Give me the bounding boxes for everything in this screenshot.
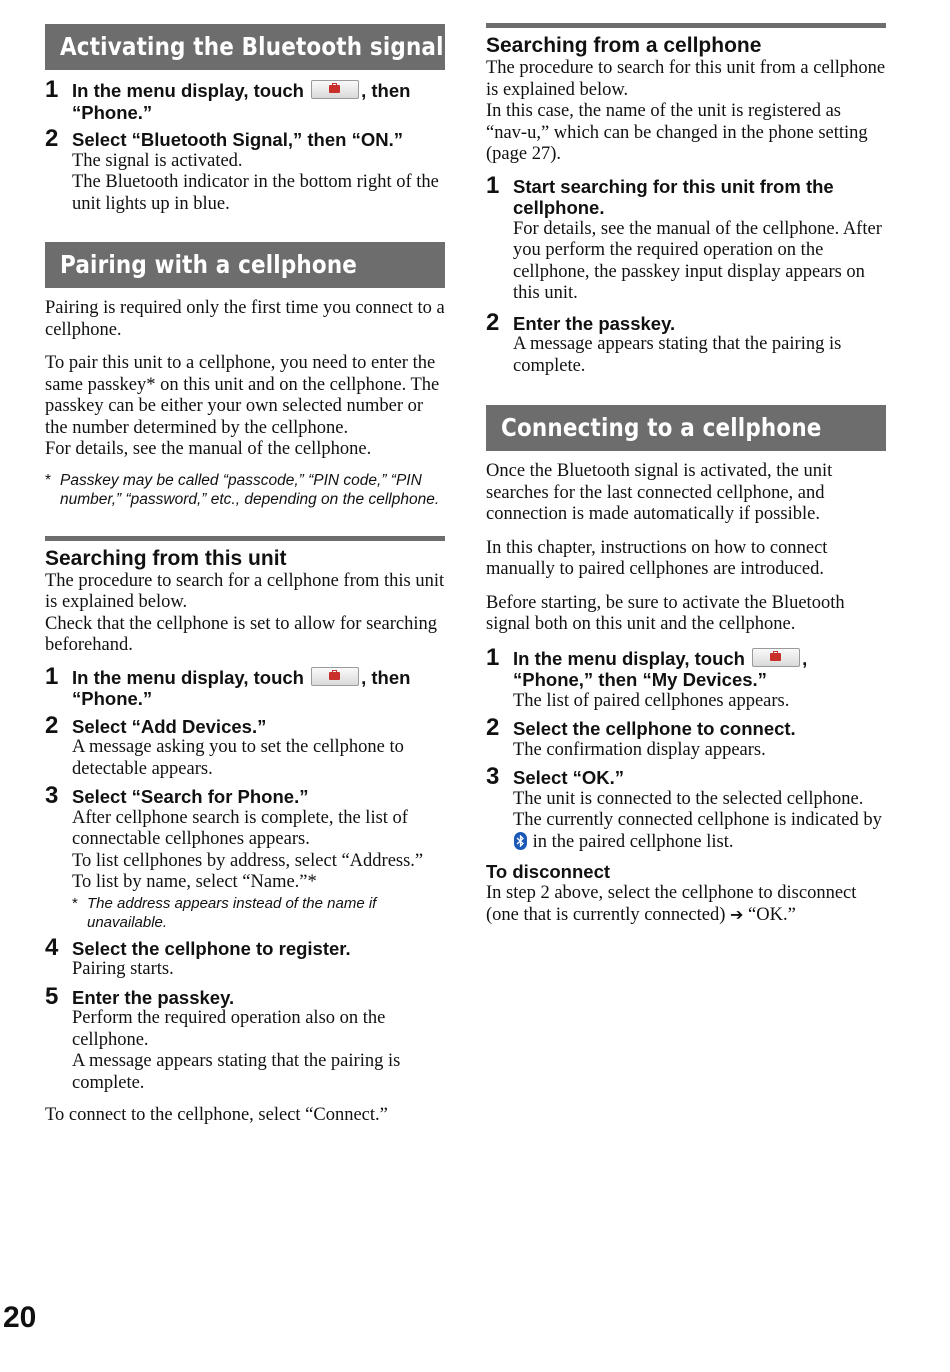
paragraph: Once the Bluetooth signal is activated, the unit searches for the last connected cellphone, and connection is made automatically if possible. bbox=[486, 461, 833, 524]
step-number: 1 bbox=[486, 171, 500, 199]
paragraph: In this case, the name of the unit is registered as “nav-u,” which can be changed in the phone setting (page 27). bbox=[486, 101, 868, 164]
subheading: Searching from this unit bbox=[45, 546, 287, 570]
search-step-1: 1 In the menu display, touch , then “Phone.” bbox=[45, 662, 411, 709]
connect-step-2: 2 Select the cellphone to connect. The confirmation display appears. bbox=[486, 714, 796, 760]
step-number: 3 bbox=[45, 782, 59, 809]
connect-step-1: 1 In the menu display, touch , “Phone,” then “My Devices.” The list of paired cellphones appears. bbox=[486, 643, 808, 711]
paragraph: Pairing is required only the first time you connect to a cellphone. bbox=[45, 298, 445, 340]
step-number: 2 bbox=[45, 125, 59, 152]
subsection-rule bbox=[45, 536, 445, 571]
connect-step-3: 3 Select “OK.” The unit is connected to the selected cellphone. The currently connected cellphone is indicated by in the paired cellphone list. bbox=[486, 763, 882, 852]
step-number: 2 bbox=[486, 714, 500, 741]
step-number: 5 bbox=[45, 982, 59, 1010]
bt-step-2: 2 Select “Bluetooth Signal,” then “ON.” The signal is activated. The Bluetooth indicator in the bottom right of the unit lights up in blue. bbox=[45, 125, 439, 214]
section-banner-bluetooth: Activating the Bluetooth signal bbox=[45, 24, 445, 70]
disconnect-heading: To disconnect bbox=[486, 861, 611, 882]
phone-search-step-2: 2 Enter the passkey. A message appears stating that the pairing is complete. bbox=[486, 308, 842, 376]
paragraph: In step 2 above, select the cellphone to disconnect (one that is currently connected) ➔ “OK.” bbox=[486, 882, 857, 925]
subsection-rule bbox=[486, 23, 886, 58]
arrow-right-icon: ➔ bbox=[730, 905, 744, 924]
search-step-3: 3 Select “Search for Phone.” After cellphone search is complete, the list of connectable cellphones appears. To list cellphones by address, select “Address.” To list by name, select “Name.”* * The address appears instead of the name if unavailable. bbox=[45, 786, 445, 932]
paragraph: For details, see the manual of the cellphone. bbox=[45, 439, 372, 459]
right-column bbox=[486, 0, 886, 927]
bt-step-1: 1 In the menu display, touch , then “Phone.” bbox=[45, 76, 411, 123]
paragraph: To pair this unit to a cellphone, you need to enter the same passkey* on this unit and on the cellphone. The passkey can be either your own selected number or the number determined by the cellphone. bbox=[45, 353, 440, 438]
page-number: 20 bbox=[3, 1301, 37, 1334]
step-number: 4 bbox=[45, 933, 59, 961]
section-banner-connecting: Connecting to a cellphone bbox=[486, 405, 886, 451]
subheading: Searching from a cellphone bbox=[486, 34, 762, 57]
paragraph: The procedure to search for this unit from a cellphone is explained below. bbox=[486, 58, 886, 100]
step-number: 2 bbox=[45, 711, 59, 739]
bluetooth-icon bbox=[514, 832, 527, 850]
footnote: * Passkey may be called “passcode,” “PIN code,” “PIN number,” “password,” etc., depending on the cellphone. bbox=[45, 471, 440, 508]
paragraph: The procedure to search for a cellphone from this unit is explained below. bbox=[45, 570, 445, 612]
step-number: 1 bbox=[486, 643, 500, 671]
toolbox-icon bbox=[752, 648, 800, 667]
paragraph: Before starting, be sure to activate the Bluetooth signal both on this unit and the cellphone. bbox=[486, 592, 845, 634]
step-number: 1 bbox=[45, 76, 59, 103]
toolbox-icon bbox=[311, 80, 359, 99]
left-column bbox=[45, 0, 445, 1127]
toolbox-icon bbox=[311, 667, 359, 686]
phone-search-step-1: 1 Start searching for this unit from the cellphone. For details, see the manual of the cellphone. After you perform the required operation on the cellphone, the passkey input display appears on this unit. bbox=[486, 171, 882, 303]
paragraph: In this chapter, instructions on how to connect manually to paired cellphones are introduced. bbox=[486, 537, 828, 579]
step-number: 2 bbox=[486, 308, 500, 336]
search-step-5: 5 Enter the passkey. Perform the required operation also on the cellphone. A message appears stating that the pairing is complete. bbox=[45, 982, 401, 1093]
section-banner-pairing: Pairing with a cellphone bbox=[45, 242, 445, 288]
paragraph: Check that the cellphone is set to allow for searching beforehand. bbox=[45, 613, 437, 655]
search-step-2: 2 Select “Add Devices.” A message asking you to set the cellphone to detectable appears. bbox=[45, 711, 404, 779]
paragraph: To connect to the cellphone, select “Connect.” bbox=[45, 1105, 388, 1125]
footnote: * The address appears instead of the name if unavailable. bbox=[72, 894, 377, 931]
search-step-4: 4 Select the cellphone to register. Pairing starts. bbox=[45, 933, 351, 979]
step-number: 3 bbox=[486, 763, 500, 790]
step-number: 1 bbox=[45, 662, 59, 690]
